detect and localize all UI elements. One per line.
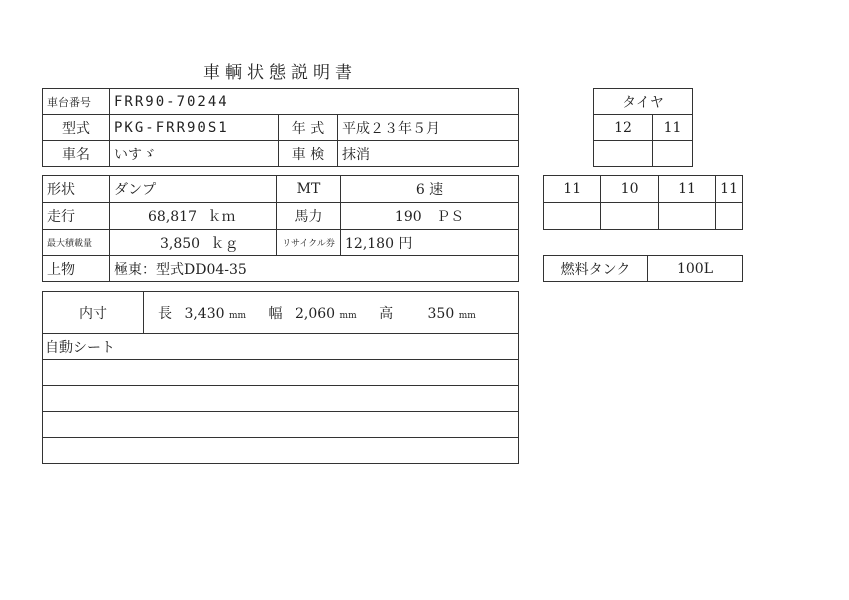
max-load-value: 3,850 (160, 235, 201, 252)
inspection-label: 車 検 (279, 141, 338, 167)
length-value: 3,430 (184, 305, 225, 322)
horsepower-value: 190 (394, 209, 422, 225)
tire-front-left: 12 (594, 115, 653, 141)
model-label: 型式 (43, 115, 110, 141)
year-value: 平成２３年５月 (338, 115, 519, 141)
tire-rear-4: 11 (716, 176, 743, 203)
inner-dimensions-label: 内寸 (43, 292, 144, 334)
note-line (43, 438, 519, 464)
fuel-tank-value: 100L (648, 256, 743, 282)
tire-header: タイヤ (594, 89, 693, 115)
body-label: 上物 (43, 256, 110, 282)
basic-info-table (42, 88, 519, 167)
note-line (43, 412, 519, 438)
inspection-value: 抹消 (338, 141, 519, 167)
mileage-cell (110, 203, 277, 230)
name-value: いすゞ (110, 141, 279, 167)
note-line (43, 386, 519, 412)
height-value: 350 (427, 305, 455, 322)
recycle-label: リサイクル券 (277, 230, 341, 256)
mileage-value: 68,817 (148, 209, 197, 225)
horsepower-cell (341, 203, 519, 230)
tire-rear-table (543, 175, 743, 230)
shape-value: ダンプ (110, 176, 277, 203)
inner-dimensions-cell (144, 292, 519, 334)
fuel-tank-label: 燃料タンク (544, 256, 648, 282)
chassis-label: 車台番号 (43, 89, 110, 115)
document-title: 車輌状態説明書 (203, 63, 357, 83)
transmission-value: 6 速 (341, 176, 519, 203)
mileage-label: 走行 (43, 203, 110, 230)
mileage-unit: ｋｍ (207, 209, 236, 225)
year-label: 年 式 (279, 115, 338, 141)
body-value: 極東：型式DD04-35 (110, 256, 519, 282)
tire-rear-1: 11 (544, 176, 601, 203)
chassis-value: FRR90-70244 (110, 89, 519, 115)
max-load-label: 最大積載量 (43, 230, 110, 256)
tire-front-table (593, 88, 693, 167)
width-label: 幅 (268, 305, 283, 322)
horsepower-label: 馬力 (277, 203, 341, 230)
width-value: 2,060 (294, 305, 336, 322)
tire-rear-2: 10 (601, 176, 658, 203)
recycle-value: 12,180 円 (341, 230, 519, 256)
model-value: PKG-FRR90S1 (110, 115, 279, 141)
max-load-cell (110, 230, 277, 256)
width-unit: mm (339, 310, 357, 321)
length-label: 長 (158, 305, 172, 322)
height-label: 高 (379, 305, 394, 322)
max-load-unit: ｋｇ (210, 235, 239, 252)
specs-table (42, 175, 519, 282)
dimensions-notes-table (42, 291, 519, 464)
length-unit: mm (229, 310, 247, 321)
note-line: 自動シート (43, 334, 519, 360)
transmission-label: MT (277, 176, 341, 203)
name-label: 車名 (43, 141, 110, 167)
fuel-tank-table (543, 255, 743, 282)
horsepower-unit: ＰＳ (436, 209, 465, 225)
note-line (43, 360, 519, 386)
height-unit: mm (458, 310, 476, 321)
shape-label: 形状 (43, 176, 110, 203)
tire-rear-3: 11 (658, 176, 715, 203)
tire-front-right: 11 (653, 115, 693, 141)
